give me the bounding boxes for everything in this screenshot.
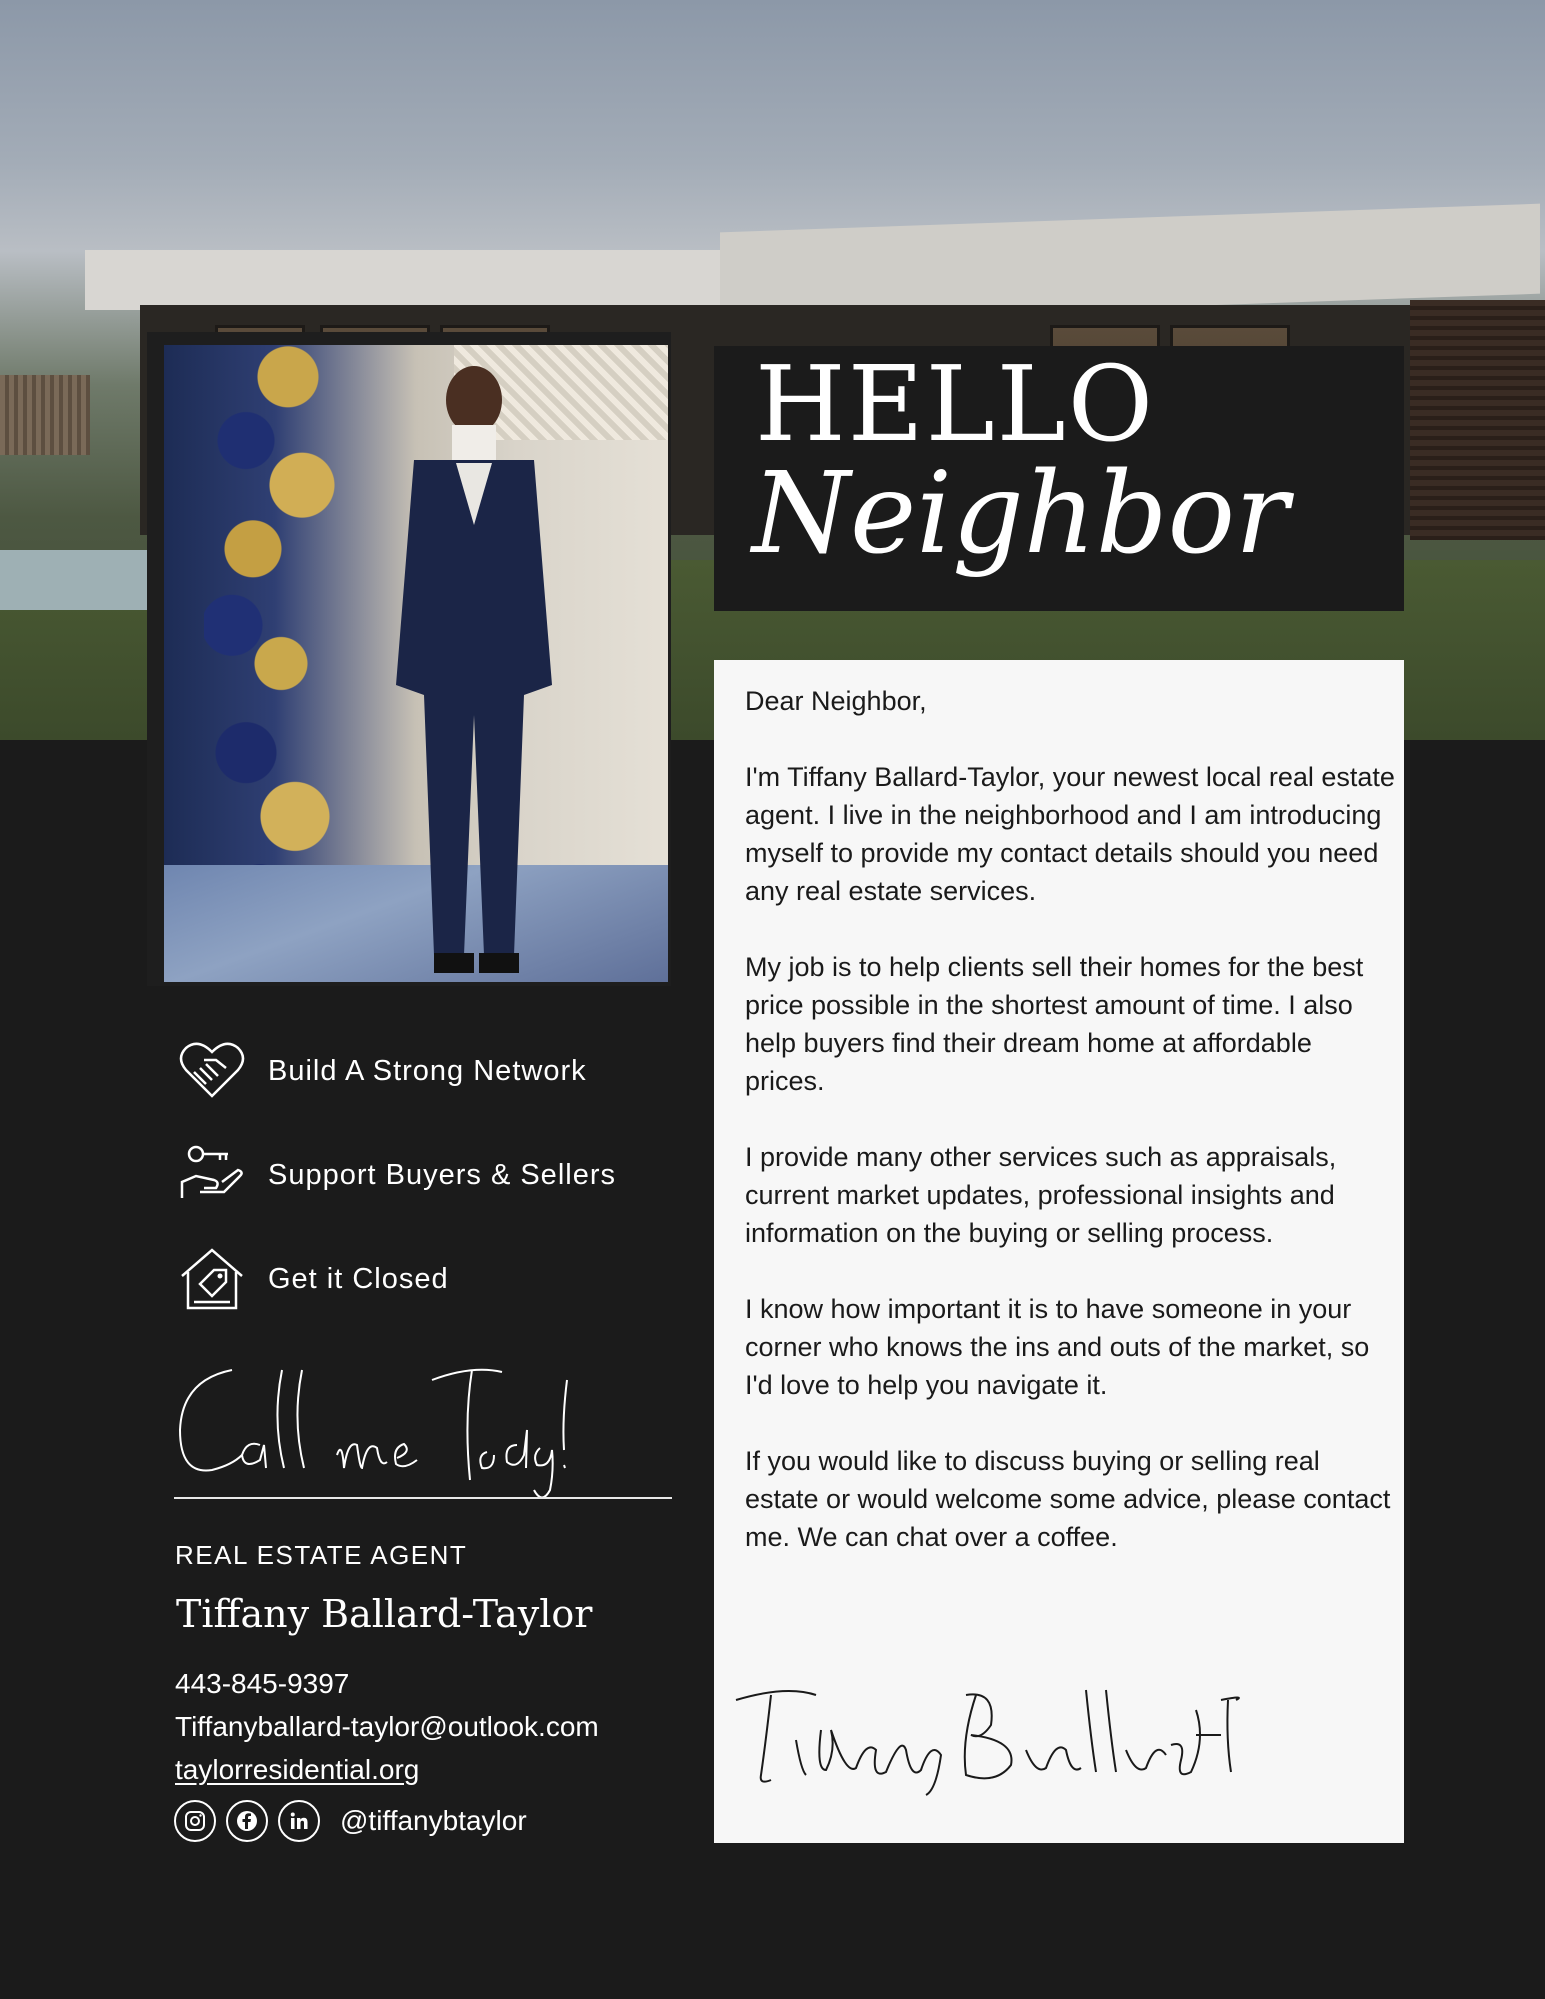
fence [0, 375, 90, 455]
agent-name: Tiffany Ballard-Taylor [176, 1592, 593, 1636]
feature-label: Build A Strong Network [268, 1054, 587, 1087]
letter-greeting: Dear Neighbor, [745, 686, 927, 716]
feature-get-closed [178, 1244, 678, 1314]
feature-build-network [178, 1036, 678, 1106]
headline-hello: HELLO [755, 343, 1155, 465]
feature-support-buyers [178, 1140, 678, 1210]
headline-neighbor: Neighbor [752, 449, 1289, 579]
handshake-heart-icon [178, 1038, 246, 1104]
house-tag-icon [178, 1246, 246, 1312]
social-links [174, 1800, 527, 1842]
linkedin-icon[interactable] [278, 1800, 320, 1842]
key-hand-icon [178, 1142, 246, 1208]
instagram-icon[interactable] [174, 1800, 216, 1842]
letter-paragraph: My job is to help clients sell their homes for the best price possible in the shortest amount of time. I also help buyers find their dream home at affordable prices. [745, 952, 1364, 1096]
letter-body [745, 682, 1395, 1594]
agent-photo [164, 345, 668, 982]
call-me-today-script [172, 1360, 602, 1500]
letter-paragraph: I know how important it is to have someone in your corner who knows the ins and outs of the market, so I'd love to help you navigate it. [745, 1294, 1370, 1400]
social-handle[interactable]: @tiffanybtaylor [340, 1805, 527, 1836]
feature-label: Get it Closed [268, 1262, 449, 1295]
agent-email[interactable]: Tiffanyballard-taylor@outlook.com [175, 1711, 599, 1742]
letter-paragraph: I provide many other services such as appraisals, current market updates, professional insights and information on the buying or selling process. [745, 1142, 1337, 1248]
facebook-icon[interactable] [226, 1800, 268, 1842]
divider-line [174, 1497, 672, 1499]
garage-door [1410, 300, 1545, 540]
agent-figure [374, 355, 574, 982]
agent-role: REAL ESTATE AGENT [175, 1540, 468, 1570]
letter-paragraph: I'm Tiffany Ballard-Taylor, your newest local real estate agent. I live in the neighborhood and I am introducing myself to provide my contact details should you need any real estate services. [745, 762, 1395, 906]
handwritten-signature [726, 1680, 1246, 1800]
agent-website-link[interactable]: taylorresidential.org [175, 1754, 420, 1785]
feature-label: Support Buyers & Sellers [268, 1158, 616, 1191]
pool [0, 550, 160, 610]
agent-phone[interactable]: 443-845-9397 [175, 1668, 350, 1699]
house-roof-left [85, 250, 725, 310]
letter-paragraph: If you would like to discuss buying or selling real estate or would welcome some advice, please contact me. We can chat over a coffee. [745, 1446, 1391, 1552]
